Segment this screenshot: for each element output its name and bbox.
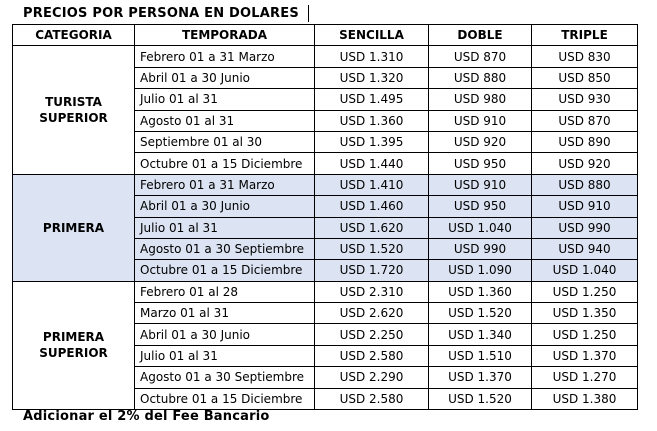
doble-price-cell: USD 950 <box>429 153 532 174</box>
table-row <box>13 46 638 67</box>
season-cell: Julio 01 al 31 <box>135 345 315 366</box>
season-cell: Abril 01 a 30 Junio <box>135 324 315 345</box>
season-cell: Octubre 01 a 15 Diciembre <box>135 153 315 174</box>
season-cell: Abril 01 a 30 Junio <box>135 196 315 217</box>
triple-price-cell: USD 920 <box>532 153 638 174</box>
doble-price-cell: USD 910 <box>429 110 532 131</box>
doble-price-cell: USD 920 <box>429 131 532 152</box>
triple-price-cell: USD 940 <box>532 238 638 259</box>
table-row <box>13 281 638 302</box>
sencilla-price-cell: USD 1.620 <box>315 217 429 238</box>
doble-price-cell: USD 980 <box>429 89 532 110</box>
category-cell: PRIMERA <box>13 174 135 281</box>
footer-note: Adicionar el 2% del Fee Bancario <box>23 409 270 424</box>
doble-price-cell: USD 870 <box>429 46 532 67</box>
triple-price-cell: USD 850 <box>532 67 638 88</box>
page-title: PRECIOS POR PERSONA EN DOLARES <box>23 6 299 21</box>
table-body <box>13 46 638 410</box>
triple-price-cell: USD 880 <box>532 174 638 195</box>
season-cell: Agosto 01 al 31 <box>135 110 315 131</box>
season-cell: Abril 01 a 30 Junio <box>135 67 315 88</box>
sencilla-price-cell: USD 2.290 <box>315 367 429 388</box>
triple-price-cell: USD 910 <box>532 196 638 217</box>
sencilla-price-cell: USD 1.440 <box>315 153 429 174</box>
table-header-row <box>13 25 638 46</box>
sencilla-price-cell: USD 1.720 <box>315 260 429 281</box>
sencilla-price-cell: USD 1.395 <box>315 131 429 152</box>
doble-price-cell: USD 1.340 <box>429 324 532 345</box>
doble-price-cell: USD 1.090 <box>429 260 532 281</box>
header-temporada: TEMPORADA <box>135 25 315 46</box>
doble-price-cell: USD 1.370 <box>429 367 532 388</box>
sencilla-price-cell: USD 1.360 <box>315 110 429 131</box>
doble-price-cell: USD 880 <box>429 67 532 88</box>
sencilla-price-cell: USD 2.250 <box>315 324 429 345</box>
sencilla-price-cell: USD 2.620 <box>315 303 429 324</box>
triple-price-cell: USD 990 <box>532 217 638 238</box>
triple-price-cell: USD 830 <box>532 46 638 67</box>
sencilla-price-cell: USD 1.460 <box>315 196 429 217</box>
header-triple: TRIPLE <box>532 25 638 46</box>
sencilla-price-cell: USD 2.310 <box>315 281 429 302</box>
triple-price-cell: USD 870 <box>532 110 638 131</box>
doble-price-cell: USD 950 <box>429 196 532 217</box>
triple-price-cell: USD 1.250 <box>532 281 638 302</box>
title-divider <box>308 5 309 22</box>
triple-price-cell: USD 930 <box>532 89 638 110</box>
season-cell: Agosto 01 a 30 Septiembre <box>135 367 315 388</box>
doble-price-cell: USD 1.360 <box>429 281 532 302</box>
sencilla-price-cell: USD 1.310 <box>315 46 429 67</box>
sencilla-price-cell: USD 1.495 <box>315 89 429 110</box>
triple-price-cell: USD 1.250 <box>532 324 638 345</box>
category-cell: PRIMERA SUPERIOR <box>13 281 135 409</box>
season-cell: Febrero 01 a 31 Marzo <box>135 46 315 67</box>
doble-price-cell: USD 1.510 <box>429 345 532 366</box>
header-categoria: CATEGORIA <box>13 25 135 46</box>
triple-price-cell: USD 1.370 <box>532 345 638 366</box>
category-cell: TURISTA SUPERIOR <box>13 46 135 174</box>
sencilla-price-cell: USD 1.410 <box>315 174 429 195</box>
season-cell: Marzo 01 al 31 <box>135 303 315 324</box>
triple-price-cell: USD 1.350 <box>532 303 638 324</box>
header-doble: DOBLE <box>429 25 532 46</box>
triple-price-cell: USD 1.040 <box>532 260 638 281</box>
doble-price-cell: USD 990 <box>429 238 532 259</box>
header-sencilla: SENCILLA <box>315 25 429 46</box>
doble-price-cell: USD 910 <box>429 174 532 195</box>
season-cell: Octubre 01 a 15 Diciembre <box>135 260 315 281</box>
season-cell: Agosto 01 a 30 Septiembre <box>135 238 315 259</box>
season-cell: Octubre 01 a 15 Diciembre <box>135 388 315 409</box>
doble-price-cell: USD 1.520 <box>429 388 532 409</box>
sencilla-price-cell: USD 2.580 <box>315 345 429 366</box>
doble-price-cell: USD 1.040 <box>429 217 532 238</box>
price-table <box>12 24 638 410</box>
table-row <box>13 174 638 195</box>
doble-price-cell: USD 1.520 <box>429 303 532 324</box>
season-cell: Febrero 01 a 31 Marzo <box>135 174 315 195</box>
sencilla-price-cell: USD 1.520 <box>315 238 429 259</box>
sencilla-price-cell: USD 2.580 <box>315 388 429 409</box>
triple-price-cell: USD 890 <box>532 131 638 152</box>
triple-price-cell: USD 1.270 <box>532 367 638 388</box>
season-cell: Septiembre 01 al 30 <box>135 131 315 152</box>
sencilla-price-cell: USD 1.320 <box>315 67 429 88</box>
season-cell: Julio 01 al 31 <box>135 89 315 110</box>
season-cell: Febrero 01 al 28 <box>135 281 315 302</box>
triple-price-cell: USD 1.380 <box>532 388 638 409</box>
season-cell: Julio 01 al 31 <box>135 217 315 238</box>
